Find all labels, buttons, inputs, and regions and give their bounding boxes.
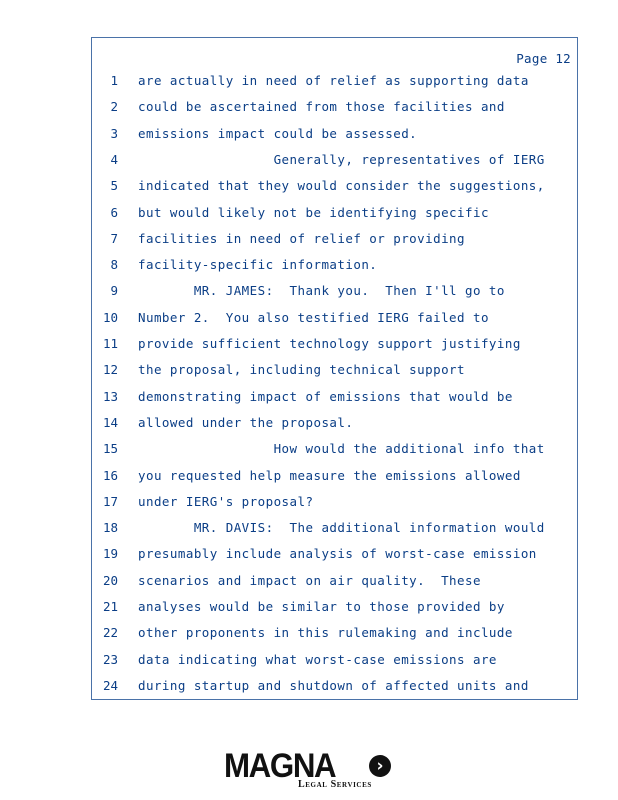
- transcript-line: [92, 384, 579, 410]
- transcript-line: [92, 647, 579, 673]
- logo-subtitle: Legal Services: [298, 779, 372, 790]
- transcript-line: [92, 515, 579, 541]
- line-text: Number 2. You also testified IERG failed to: [138, 309, 489, 325]
- line-number: 16: [102, 467, 118, 483]
- magna-logo: [224, 747, 399, 795]
- line-number: 4: [110, 151, 118, 167]
- transcript-line: [92, 147, 579, 173]
- line-number: 5: [110, 178, 118, 194]
- transcript-line: [92, 357, 579, 383]
- line-number: 8: [110, 257, 118, 273]
- line-text: scenarios and impact on air quality. These: [138, 572, 481, 588]
- logo-wordmark: MAGNA: [224, 747, 336, 785]
- line-text: Generally, representatives of IERG: [138, 151, 545, 167]
- line-number: 12: [102, 362, 118, 378]
- line-number: 23: [102, 651, 118, 667]
- line-text: but would likely not be identifying specific: [138, 204, 489, 220]
- line-text: presumably include analysis of worst-case emission: [138, 546, 537, 562]
- line-number: 1: [110, 73, 118, 88]
- line-number: 15: [102, 441, 118, 457]
- line-number: 19: [102, 546, 118, 562]
- line-text: MR. DAVIS: The additional information would: [138, 520, 545, 536]
- line-number: 3: [110, 125, 118, 141]
- line-number: 13: [102, 388, 118, 404]
- transcript-line: [92, 594, 579, 620]
- chevron-right-circle-icon: ›: [369, 755, 391, 777]
- line-number: 17: [102, 493, 118, 509]
- line-number: 7: [110, 230, 118, 246]
- line-text: could be ascertained from those facilities and: [138, 99, 505, 115]
- transcript-line: [92, 673, 579, 699]
- line-text: data indicating what worst-case emissions are: [138, 651, 497, 667]
- transcript-line: [92, 121, 579, 147]
- transcript-line: [92, 94, 579, 120]
- page-number: Page 12: [516, 51, 571, 66]
- line-text: facilities in need of relief or providing: [138, 230, 466, 246]
- line-text: the proposal, including technical support: [138, 362, 466, 378]
- transcript-line: [92, 463, 579, 489]
- line-number: 9: [110, 283, 118, 299]
- line-text: How would the additional info that: [138, 441, 545, 457]
- line-text: during startup and shutdown of affected units and: [138, 677, 529, 693]
- line-text: under IERG's proposal?: [138, 493, 314, 509]
- line-text: indicated that they would consider the suggestions,: [138, 178, 545, 194]
- transcript-page: [91, 37, 578, 700]
- transcript-line: [92, 541, 579, 567]
- transcript-line: [92, 410, 579, 436]
- transcript-line: [92, 331, 579, 357]
- line-number: 22: [102, 625, 118, 641]
- line-text: other proponents in this rulemaking and include: [138, 625, 513, 641]
- transcript-line: [92, 200, 579, 226]
- line-number: 21: [102, 599, 118, 614]
- transcript-line: [92, 173, 579, 199]
- transcript-line: [92, 278, 579, 304]
- line-number: 20: [102, 572, 118, 588]
- line-text: MR. JAMES: Thank you. Then I'll go to: [138, 283, 505, 299]
- transcript-line: [92, 305, 579, 331]
- transcript-line: [92, 68, 579, 94]
- transcript-line: [92, 489, 579, 515]
- line-text: demonstrating impact of emissions that would be: [138, 388, 513, 404]
- transcript-line: [92, 436, 579, 462]
- line-text: provide sufficient technology support justifying: [138, 336, 521, 351]
- line-text: allowed under the proposal.: [138, 414, 354, 430]
- line-number: 24: [102, 677, 118, 693]
- line-text: facility-specific information.: [138, 257, 378, 273]
- transcript-line: [92, 620, 579, 646]
- line-number: 18: [102, 520, 118, 536]
- transcript-line: [92, 226, 579, 252]
- line-number: 2: [110, 99, 118, 115]
- line-number: 11: [102, 336, 118, 351]
- line-text: emissions impact could be assessed.: [138, 125, 418, 141]
- line-text: are actually in need of relief as supporting data: [138, 73, 529, 88]
- line-text: analyses would be similar to those provided by: [138, 599, 505, 614]
- transcript-line: [92, 252, 579, 278]
- transcript-line: [92, 568, 579, 594]
- line-number: 10: [102, 309, 118, 325]
- line-number: 14: [102, 414, 118, 430]
- line-text: you requested help measure the emissions allowed: [138, 467, 521, 483]
- line-number: 6: [110, 204, 118, 220]
